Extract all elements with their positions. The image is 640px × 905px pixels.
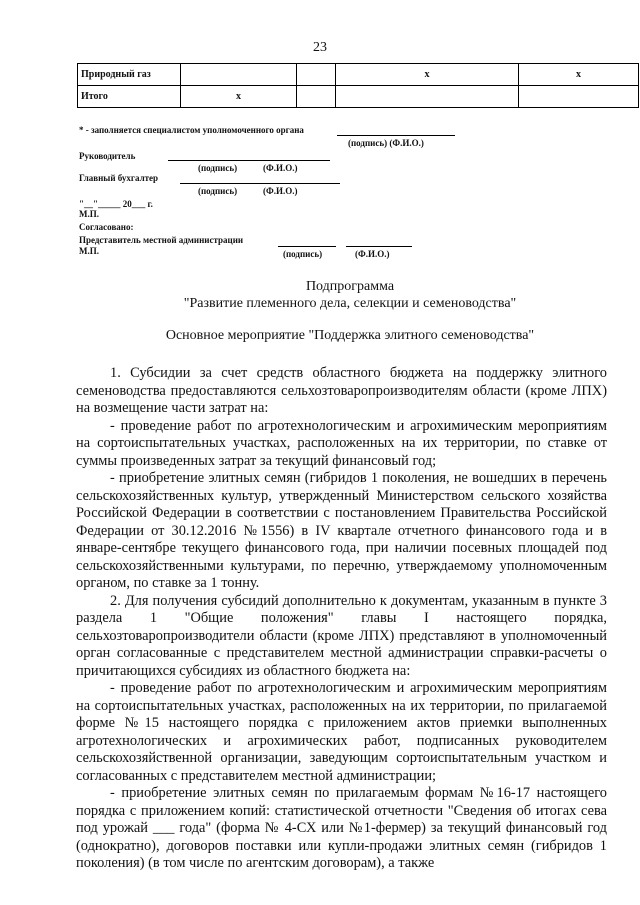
footnote-text: * - заполняется специалистом уполномоченного органа bbox=[79, 125, 304, 135]
paragraph: 1. Субсидии за счет средств областного бюджета на поддержку элитного семеноводства предоставляются сельхозтоваропроизводителям области (кроме ЛПХ) на возмещение части затрат на: bbox=[76, 365, 607, 416]
admin-label: Представитель местной администрации bbox=[79, 235, 244, 245]
stamp-place-2: М.П. bbox=[79, 246, 99, 256]
table-cell: Природный газ bbox=[78, 64, 181, 86]
table-cell bbox=[297, 86, 336, 108]
accountant-caption-sign: (подпись) bbox=[198, 186, 238, 196]
table-cell: х bbox=[519, 64, 639, 86]
director-signature-line bbox=[168, 160, 330, 161]
table-cell bbox=[181, 64, 297, 86]
paragraph: 2. Для получения субсидий дополнительно к документам, указанным в пункте 3 раздела 1 "Общие положения" главы I настоящего порядка, сельхозтоваропроизводители области (кроме ЛПХ) представляют в уполномоченный орган согласованные с представителем местной администрации справки-расчеты о причитающихся субсидиях из областного бюджета на: bbox=[76, 592, 607, 679]
date-line: "__"_____ 20___ г. bbox=[79, 199, 153, 209]
accountant-caption-name: (Ф.И.О.) bbox=[263, 186, 298, 196]
stamp-place-1: М.П. bbox=[79, 209, 99, 219]
admin-signature-line bbox=[278, 246, 336, 247]
director-label: Руководитель bbox=[79, 151, 136, 161]
director-caption-sign: (подпись) bbox=[198, 163, 238, 173]
document-body bbox=[76, 365, 607, 873]
admin-caption-name: (Ф.И.О.) bbox=[355, 249, 390, 259]
table-cell: Итого bbox=[78, 86, 181, 108]
table-row bbox=[78, 64, 639, 86]
subprogram-title: "Развитие племенного дела, селекции и семеноводства" bbox=[183, 296, 517, 311]
paragraph: - проведение работ по агротехнологическим и агрохимическим мероприятиям на сортоиспытательных участках, расположенных на их территории, по прилагаемой форме №15 настоящего порядка с приложением актов приемки выполненных агротехнологических и агрохимических работ, подписанных руководителем сельскохозяйственной организации, заведующим сортоиспытательным участком и согласованных с представителем местной администрации; bbox=[76, 680, 607, 784]
director-caption-name: (Ф.И.О.) bbox=[263, 163, 298, 173]
page-number: 23 bbox=[313, 40, 327, 55]
accountant-signature-line bbox=[180, 183, 340, 184]
footnote-signature-line bbox=[337, 135, 455, 136]
subprogram-label: Подпрограмма bbox=[305, 279, 395, 294]
paragraph: - проведение работ по агротехнологическим и агрохимическим мероприятиям на сортоиспытательных участках, расположенных на их территории, по ставке от суммы произведенных затрат за текущий финансовый год; bbox=[76, 417, 607, 469]
table-cell bbox=[519, 86, 639, 108]
table-cell: х bbox=[336, 64, 519, 86]
admin-caption-sign: (подпись) bbox=[283, 249, 323, 259]
accountant-label: Главный бухгалтер bbox=[79, 173, 159, 183]
admin-name-line bbox=[346, 246, 412, 247]
footnote-caption: (подпись) (Ф.И.О.) bbox=[348, 138, 424, 148]
table-cell: х bbox=[181, 86, 297, 108]
paragraph: - приобретение элитных семян по прилагаемым формам №16-17 настоящего порядка с приложением копий: статистической отчетности "Сведения об итогах сева под урожай ___ года" (форма № 4-СХ или №1-фермер) за текущий финансовый год (однократно), договоров поставки или купли-продажи элитных семян (гибридов 1 поколения) (в том числе по агентским договорам), а также bbox=[76, 785, 607, 871]
summary-table bbox=[77, 63, 639, 108]
table-row bbox=[78, 86, 639, 108]
main-activity-title: Основное мероприятие "Поддержка элитного семеноводства" bbox=[165, 328, 535, 343]
table-cell bbox=[297, 64, 336, 86]
paragraph: - приобретение элитных семян (гибридов 1 поколения, не вошедших в перечень сельскохозяйственных культур, утвержденный Министерством сельского хозяйства Российской Федерации в соответствии с постановлением Правительства Российской Федерации от 30.12.2016 №1556) в IV квартале отчетного финансового года и в январе-сентябре текущего финансового года, при наличии посевных площадей под сельскохозяйственными культурами, по перечню, утверждаемому уполномоченным органом, по ставке за 1 тонну. bbox=[76, 470, 607, 591]
table-cell bbox=[336, 86, 519, 108]
agreed-label: Согласовано: bbox=[79, 222, 134, 232]
